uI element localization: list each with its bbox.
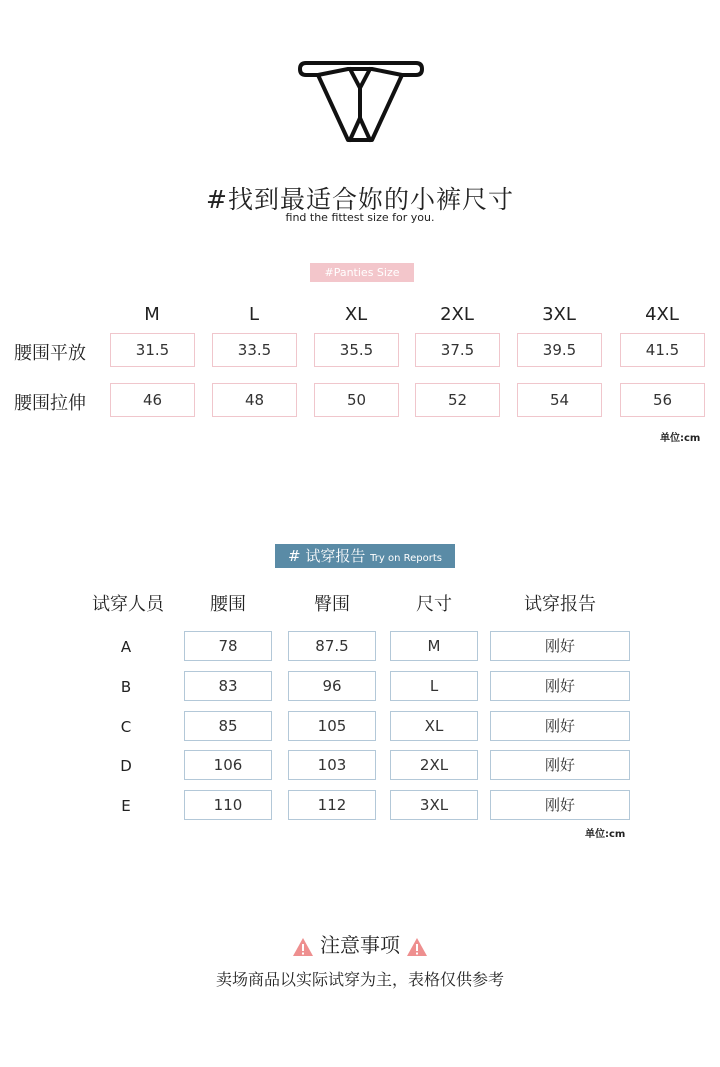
trial-size-cell: 2XL — [390, 750, 478, 780]
trial-person: E — [121, 797, 131, 815]
size-header: M — [144, 304, 160, 325]
trial-hip-cell: 87.5 — [288, 631, 376, 661]
row-label-waist-stretch: 腰围拉伸 — [14, 393, 86, 414]
warning-icon — [406, 937, 428, 957]
size-cell: 56 — [620, 383, 705, 417]
trial-unit-label: 单位:cm — [585, 829, 626, 840]
page-subtitle: find the fittest size for you. — [285, 211, 435, 224]
size-cell: 35.5 — [314, 333, 399, 367]
warning-icon — [292, 937, 314, 957]
trial-size-cell: 3XL — [390, 790, 478, 820]
try-on-reports-tag — [275, 544, 455, 568]
size-cell: 46 — [110, 383, 195, 417]
trial-person: D — [120, 757, 132, 775]
trial-size-cell: L — [390, 671, 478, 701]
tag-en-text: Try on Reports — [370, 553, 442, 564]
size-header: L — [248, 304, 260, 325]
size-unit-label: 单位:cm — [660, 433, 701, 444]
trial-waist-cell: 83 — [184, 671, 272, 701]
trial-report-cell: 刚好 — [490, 790, 630, 820]
trial-report-cell: 刚好 — [490, 671, 630, 701]
size-cell: 41.5 — [620, 333, 705, 367]
size-cell: 33.5 — [212, 333, 297, 367]
size-cell: 39.5 — [517, 333, 602, 367]
tag-cn-text: # 试穿报告 — [288, 547, 366, 565]
trial-size-cell: M — [390, 631, 478, 661]
panty-icon — [298, 58, 424, 144]
trial-header-size: 尺寸 — [416, 594, 452, 615]
trial-header-person: 试穿人员 — [92, 594, 164, 615]
size-cell: 48 — [212, 383, 297, 417]
size-header: 4XL — [645, 304, 679, 325]
trial-waist-cell: 110 — [184, 790, 272, 820]
trial-person: C — [120, 718, 132, 736]
trial-waist-cell: 106 — [184, 750, 272, 780]
size-header: 2XL — [440, 304, 474, 325]
trial-header-hip: 臀围 — [314, 594, 350, 615]
size-header: 3XL — [542, 304, 576, 325]
trial-hip-cell: 112 — [288, 790, 376, 820]
trial-report-cell: 刚好 — [490, 711, 630, 741]
size-cell: 37.5 — [415, 333, 500, 367]
panties-size-tag: #Panties Size — [310, 263, 414, 282]
trial-hip-cell: 96 — [288, 671, 376, 701]
notice-title: 注意事项 — [320, 933, 400, 957]
size-cell: 31.5 — [110, 333, 195, 367]
trial-person: B — [120, 678, 132, 696]
size-header: XL — [344, 304, 368, 325]
page-title: #找到最适合妳的小裤尺寸 — [206, 185, 514, 214]
trial-header-report: 试穿报告 — [524, 594, 596, 615]
trial-waist-cell: 85 — [184, 711, 272, 741]
trial-hip-cell: 103 — [288, 750, 376, 780]
trial-header-waist: 腰围 — [210, 594, 246, 615]
trial-waist-cell: 78 — [184, 631, 272, 661]
trial-person: A — [120, 638, 132, 656]
size-cell: 50 — [314, 383, 399, 417]
row-label-waist-flat: 腰围平放 — [14, 343, 86, 364]
trial-report-cell: 刚好 — [490, 750, 630, 780]
trial-size-cell: XL — [390, 711, 478, 741]
size-cell: 52 — [415, 383, 500, 417]
trial-hip-cell: 105 — [288, 711, 376, 741]
trial-report-cell: 刚好 — [490, 631, 630, 661]
notice-heading — [0, 929, 720, 958]
size-cell: 54 — [517, 383, 602, 417]
notice-text: 卖场商品以实际试穿为主，表格仅供参考 — [215, 970, 504, 989]
